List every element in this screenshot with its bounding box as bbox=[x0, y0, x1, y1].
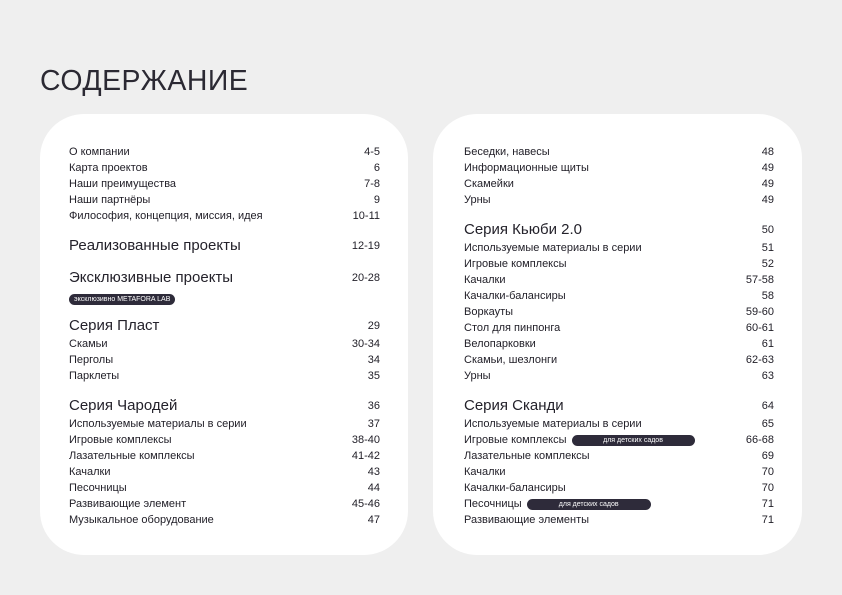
page-number: 57-58 bbox=[745, 274, 774, 286]
page-number: 47 bbox=[367, 514, 380, 526]
page-number: 35 bbox=[367, 370, 380, 382]
page-number: 69 bbox=[761, 450, 774, 462]
page-number: 59-60 bbox=[745, 306, 774, 318]
toc-item-about[interactable]: О компании 4-5 bbox=[69, 146, 380, 158]
page-number: 49 bbox=[761, 178, 774, 190]
page-number: 20-28 bbox=[351, 272, 380, 284]
toc-item[interactable]: Перголы 34 bbox=[69, 354, 380, 366]
toc-section-realized-projects[interactable]: Реализованные проекты 12-19 bbox=[69, 237, 380, 254]
page-number: 49 bbox=[761, 162, 774, 174]
toc-item[interactable]: Качалки 57-58 bbox=[464, 274, 774, 286]
toc-item-philosophy[interactable]: Философия, концепция, миссия, идея 10-11 bbox=[69, 210, 380, 222]
kindergarten-badge: для детских садов bbox=[572, 435, 695, 446]
page-number: 36 bbox=[367, 400, 380, 412]
toc-item[interactable]: Песочницы для детских садов 71 bbox=[464, 498, 774, 510]
toc-item[interactable]: Игровые комплексы 52 bbox=[464, 258, 774, 270]
kindergarten-badge: для детских садов bbox=[527, 499, 651, 510]
page-number: 70 bbox=[761, 466, 774, 478]
page-number: 49 bbox=[761, 194, 774, 206]
page-number: 43 bbox=[367, 466, 380, 478]
page-number: 38-40 bbox=[351, 434, 380, 446]
toc-item[interactable]: Игровые комплексы для детских садов 66-68 bbox=[464, 434, 774, 446]
page-number: 6 bbox=[373, 162, 380, 174]
toc-item[interactable]: Используемые материалы в серии 37 bbox=[69, 418, 380, 430]
toc-item-partners[interactable]: Наши партнёры 9 bbox=[69, 194, 380, 206]
page-number: 63 bbox=[761, 370, 774, 382]
toc-item-advantages[interactable]: Наши преимущества 7-8 bbox=[69, 178, 380, 190]
toc-section-exclusive-projects[interactable]: Эксклюзивные проекты 20-28 bbox=[69, 269, 380, 286]
page-number: 70 bbox=[761, 482, 774, 494]
toc-item[interactable]: Песочницы 44 bbox=[69, 482, 380, 494]
toc-item-project-map[interactable]: Карта проектов 6 bbox=[69, 162, 380, 174]
toc-item[interactable]: Используемые материалы в серии 51 bbox=[464, 242, 774, 254]
page-number: 10-11 bbox=[352, 210, 380, 222]
toc-item[interactable]: Парклеты 35 bbox=[69, 370, 380, 382]
toc-item[interactable]: Качалки-балансиры 70 bbox=[464, 482, 774, 494]
toc-item[interactable]: Беседки, навесы 48 bbox=[464, 146, 774, 158]
toc-item[interactable]: Развивающие элементы 71 bbox=[464, 514, 774, 526]
page-number: 50 bbox=[761, 224, 774, 236]
page-number: 64 bbox=[761, 400, 774, 412]
page-number: 58 bbox=[761, 290, 774, 302]
toc-item[interactable]: Качалки-балансиры 58 bbox=[464, 290, 774, 302]
page-number: 61 bbox=[761, 338, 774, 350]
page-number: 52 bbox=[761, 258, 774, 270]
page-number: 62-63 bbox=[745, 354, 774, 366]
page-number: 41-42 bbox=[351, 450, 380, 462]
toc-item[interactable]: Игровые комплексы 38-40 bbox=[69, 434, 380, 446]
toc-item[interactable]: Качалки 43 bbox=[69, 466, 380, 478]
toc-item[interactable]: Велопарковки 61 bbox=[464, 338, 774, 350]
toc-item[interactable]: Информационные щиты 49 bbox=[464, 162, 774, 174]
page-number: 34 bbox=[367, 354, 380, 366]
page-number: 71 bbox=[761, 514, 774, 526]
page-number: 44 bbox=[367, 482, 380, 494]
toc-section-skandi[interactable]: Серия Сканди 64 bbox=[464, 397, 774, 414]
toc-section-plast[interactable]: Серия Пласт 29 bbox=[69, 317, 380, 334]
toc-section-charodey[interactable]: Серия Чародей 36 bbox=[69, 397, 380, 414]
toc-item[interactable]: Качалки 70 bbox=[464, 466, 774, 478]
toc-item[interactable]: Стол для пинпонга 60-61 bbox=[464, 322, 774, 334]
toc-section-kyubi[interactable]: Серия Кьюби 2.0 50 bbox=[464, 221, 774, 238]
page-number: 60-61 bbox=[745, 322, 774, 334]
exclusive-badge: эксклюзивно METAFORA LAB bbox=[69, 294, 175, 305]
toc-card-left bbox=[40, 114, 408, 555]
toc-item[interactable]: Лазательные комплексы 41-42 bbox=[69, 450, 380, 462]
page-number: 65 bbox=[761, 418, 774, 430]
toc-item[interactable]: Развивающие элемент 45-46 bbox=[69, 498, 380, 510]
toc-item[interactable]: Скамьи, шезлонги 62-63 bbox=[464, 354, 774, 366]
page-number: 48 bbox=[761, 146, 774, 158]
toc-item[interactable]: Воркауты 59-60 bbox=[464, 306, 774, 318]
toc-item[interactable]: Урны 63 bbox=[464, 370, 774, 382]
page-number: 37 bbox=[367, 418, 380, 430]
page-number: 51 bbox=[761, 242, 774, 254]
toc-card-right bbox=[433, 114, 802, 555]
page-number: 29 bbox=[367, 320, 380, 332]
page-number: 71 bbox=[761, 498, 774, 510]
toc-item[interactable]: Скамьи 30-34 bbox=[69, 338, 380, 350]
page-number: 9 bbox=[373, 194, 380, 206]
page-number: 12-19 bbox=[351, 240, 380, 252]
toc-item[interactable]: Урны 49 bbox=[464, 194, 774, 206]
page-number: 45-46 bbox=[351, 498, 380, 510]
page-title: СОДЕРЖАНИЕ bbox=[40, 65, 249, 97]
page-number: 7-8 bbox=[364, 178, 380, 190]
toc-item[interactable]: Лазательные комплексы 69 bbox=[464, 450, 774, 462]
page-number: 4-5 bbox=[364, 146, 380, 158]
toc-item[interactable]: Скамейки 49 bbox=[464, 178, 774, 190]
toc-item[interactable]: Используемые материалы в серии 65 bbox=[464, 418, 774, 430]
page-number: 30-34 bbox=[351, 338, 380, 350]
page-number: 66-68 bbox=[745, 434, 774, 446]
toc-item[interactable]: Музыкальное оборудование 47 bbox=[69, 514, 380, 526]
